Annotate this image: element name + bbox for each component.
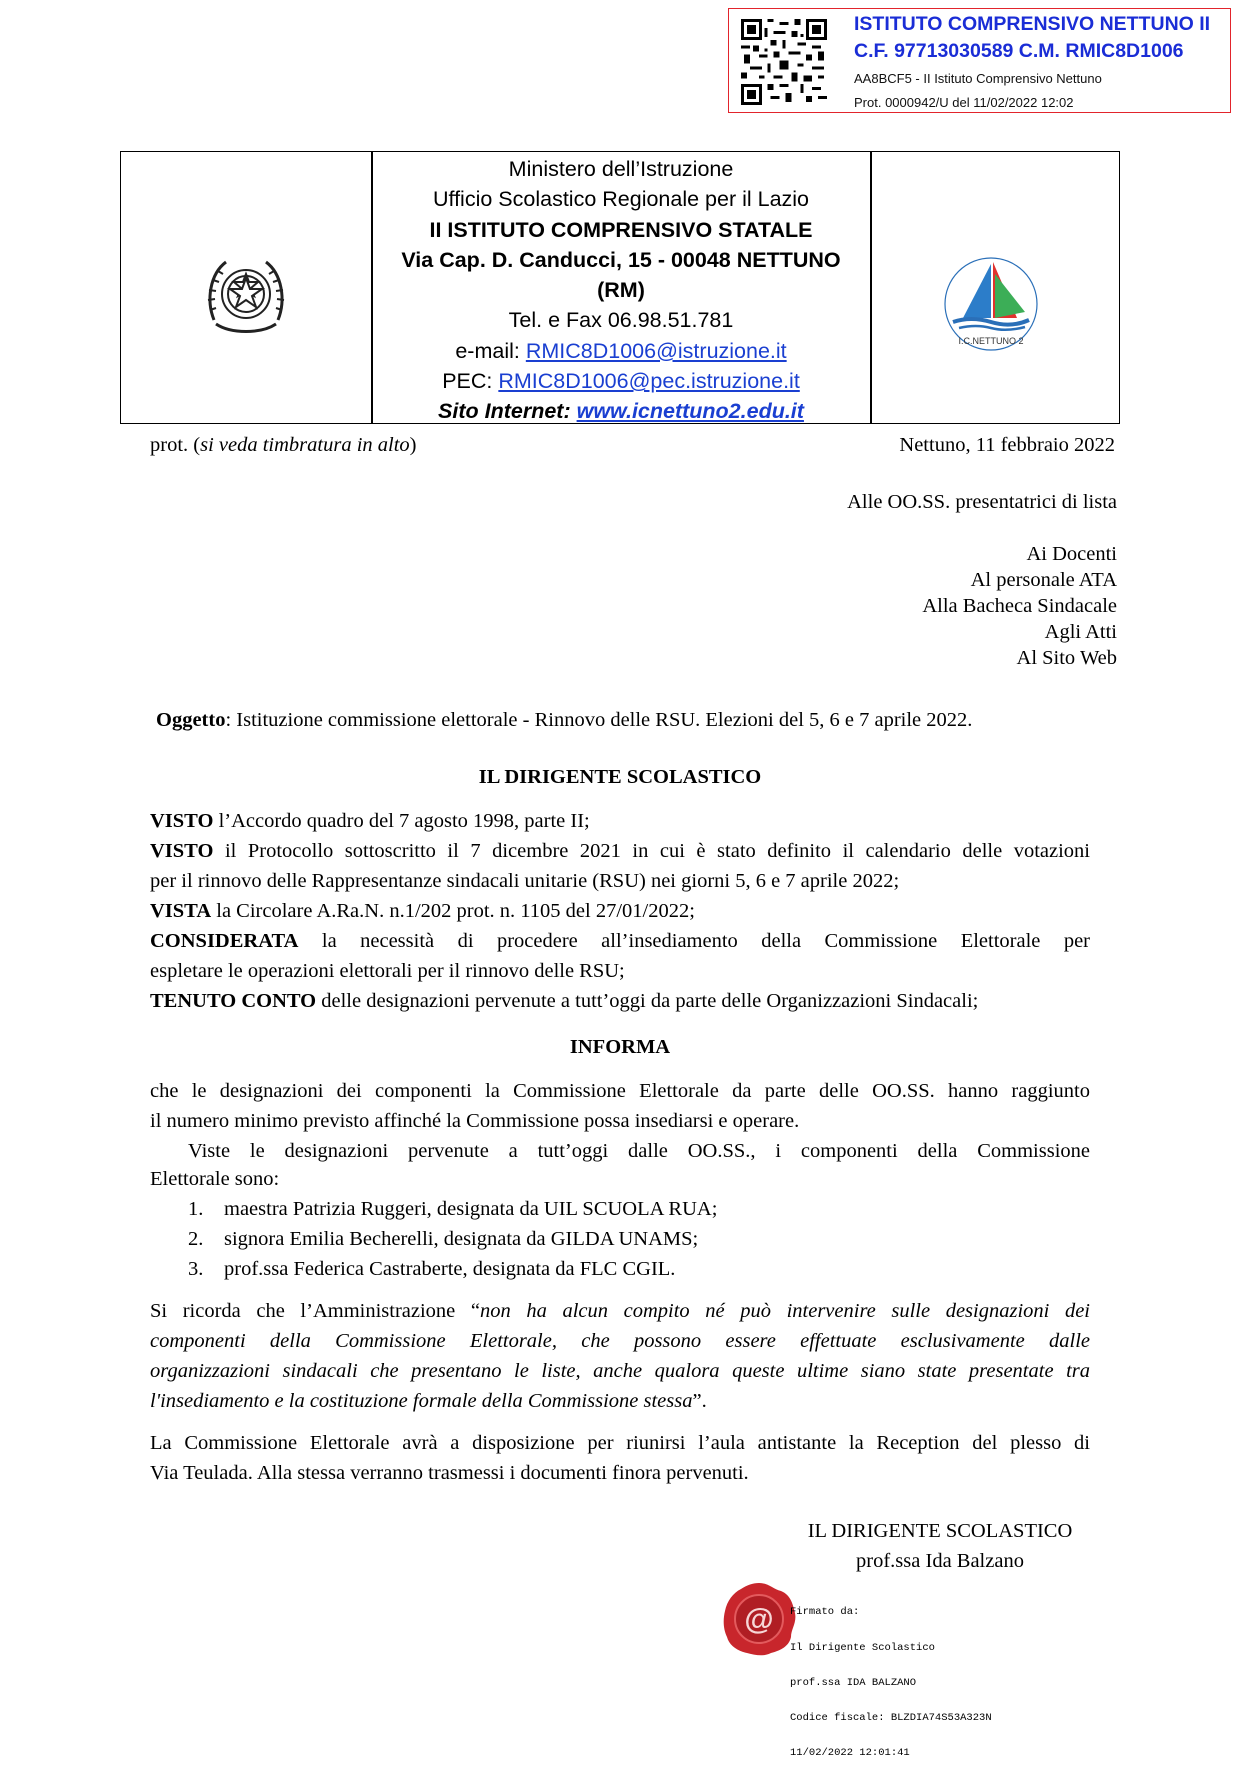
paragraph-1-line-1: che le designazioni dei componenti la Commissione Elettorale da parte delle OO.SS. hanno raggiunto [150,1080,1090,1102]
recipient-item: Al Sito Web [1016,647,1117,669]
list-item-text: prof.ssa Federica Castraberte, designata da FLC CGIL. [224,1258,676,1280]
quote-text: non ha alcun compito né può intervenire sulle designazioni dei [479,1300,1090,1322]
sailboat-logo-icon [941,252,1041,357]
letterhead-divider [870,152,872,423]
list-item [188,1254,203,1284]
premise-keyword: VISTO [150,840,214,862]
stamp-tax-code: C.F. 97713030589 C.M. RMIC8D1006 [854,40,1184,62]
school-province: (RM) [597,278,645,303]
quote-close: ”. [692,1390,707,1412]
paragraph-4-line-1: La Commissione Elettorale avrà a disposizione per riunirsi l’aula antistante la Reception del plesso di [150,1432,1090,1454]
protocol-prefix: prot. ( [150,434,201,456]
pec-link[interactable]: RMIC8D1006@pec.istruzione.it [498,369,800,394]
school-pec-row [372,366,870,396]
stamp-protocol-number: Prot. 0000942/U del 11/02/2022 12:02 [854,95,1074,110]
signature-line: prof.ssa IDA BALZANO [790,1676,917,1689]
list-number: 3. [188,1258,204,1280]
quote-text: l'insediamento e la costituzione formale della Commissione stessa [150,1390,693,1412]
premise-considerata [150,926,1090,956]
premise-keyword: VISTO [150,810,214,832]
paragraph-1-line-2: il numero minimo previsto affinché la Commissione possa insediarsi e operare. [150,1110,800,1132]
premise-text: delle designazioni pervenute a tutt’oggi da parte delle Organizzazioni Sindacali; [316,990,979,1012]
place-date: Nettuno, 11 febbraio 2022 [899,434,1115,456]
premise-vista [150,896,695,926]
ministry-name: Ministero dell’Istruzione [508,157,734,181]
premise-visto-2 [150,836,1090,866]
quote-intro: Si ricorda che l’Amministrazione “ [150,1300,480,1322]
letterhead-table [120,151,1120,424]
protocol-stamp [728,8,1231,113]
premise-visto-2-cont: per il rinnovo delle Rappresentanze sindacali unitarie (RSU) nei giorni 5, 6 e 7 aprile 2022; [150,870,900,892]
list-number: 2. [188,1228,204,1250]
italian-republic-emblem-icon [196,250,296,338]
premise-text: la Circolare A.Ra.N. n.1/202 prot. n. 1105 del 27/01/2022; [211,900,695,922]
school-email-row [372,336,870,366]
school-website-row [372,396,870,426]
list-item [188,1224,203,1254]
signature-line: Codice fiscale: BLZDIA74S53A323N [790,1711,992,1724]
paragraph-3-line-1 [150,1296,1090,1326]
letterhead-text [372,154,870,427]
website-label: Sito Internet: [438,399,577,424]
premise-considerata-cont: espletare le operazioni elettorali per il rinnovo delle RSU; [150,960,625,982]
paragraph-3-line-3: organizzazioni sindacali che presentano le liste, anche qualora queste ultime siano state presentate tra [150,1360,1090,1382]
website-link[interactable]: www.icnettuno2.edu.it [576,399,804,424]
list-item-text: signora Emilia Becherelli, designata da GILDA UNAMS; [224,1228,699,1250]
school-name: II ISTITUTO COMPRENSIVO STATALE [429,217,813,242]
list-item-text: maestra Patrizia Ruggeri, designata da UIL SCUOLA RUA; [224,1198,718,1220]
heading-text: INFORMA [569,1036,671,1058]
protocol-note: si veda timbratura in alto [200,434,410,456]
recipient-item: Alla Bacheca Sindacale [922,595,1117,617]
premise-tenuto-conto [150,986,978,1016]
email-link[interactable]: RMIC8D1006@istruzione.it [525,338,787,363]
signature-line: 11/02/2022 12:01:41 [790,1746,910,1759]
subject-text: : Istituzione commissione elettorale - Rinnovo delle RSU. Elezioni del 5, 6 e 7 aprile 2022. [225,709,973,731]
qr-code-icon [741,19,827,105]
heading-dirigente [150,762,1090,792]
school-phone: Tel. e Fax 06.98.51.781 [508,308,734,333]
school-address: Via Cap. D. Canducci, 15 - 00048 NETTUNO [401,247,841,272]
pec-label: PEC: [442,369,499,394]
heading-informa [150,1032,1090,1062]
subject-line [156,705,972,735]
protocol-reference [150,430,417,460]
digital-signature-info [790,1584,992,1771]
stamp-institute-name: ISTITUTO COMPRENSIVO NETTUNO II [854,13,1211,35]
recipient-unions: Alle OO.SS. presentatrici di lista [847,491,1117,513]
signature-title: IL DIRIGENTE SCOLASTICO [807,1520,1073,1542]
heading-text: IL DIRIGENTE SCOLASTICO [478,766,762,788]
premise-text: l’Accordo quadro del 7 agosto 1998, parte II; [213,810,590,832]
premise-text: la necessità di procedere all’insediamento della Commissione Elettorale per [298,930,1090,952]
recipient-item: Ai Docenti [1026,543,1117,565]
recipient-item: Agli Atti [1044,621,1117,643]
signature-name: prof.ssa Ida Balzano [856,1550,1024,1572]
recipient-item: Al personale ATA [970,569,1117,591]
paragraph-2-line-2: Elettorale sono: [150,1168,280,1190]
list-item [188,1194,203,1224]
paragraph-3-line-4 [150,1386,707,1416]
subject-label: Oggetto [156,709,226,731]
premise-visto-1 [150,806,590,836]
premise-keyword: TENUTO CONTO [150,990,317,1012]
premise-text: il Protocollo sottoscritto il 7 dicembre 2021 in cui è stato definito il calendario delle votazioni [213,840,1090,862]
recipient-list [922,541,1117,671]
premise-keyword: VISTA [150,900,212,922]
premise-keyword: CONSIDERATA [150,930,299,952]
wax-seal-at-icon [721,1581,797,1657]
regional-office: Ufficio Scolastico Regionale per il Lazio [432,187,810,212]
paragraph-2-line-1: Viste le designazioni pervenute a tutt’oggi dalle OO.SS., i componenti della Commissione [188,1140,1090,1162]
svg-text:@: @ [744,1603,774,1636]
stamp-aoo-code: AA8BCF5 - II Istituto Comprensivo Nettuno [854,71,1102,86]
email-label: e-mail: [455,338,526,363]
paragraph-4-line-2: Via Teulada. Alla stessa verranno trasmessi i documenti finora pervenuti. [150,1462,749,1484]
school-logo-text: I.C.NETTUNO 2 [958,336,1024,346]
paragraph-3-line-2: componenti della Commissione Elettorale, che possono essere effettuate esclusivamente dalle [150,1330,1090,1352]
signature-line: Il Dirigente Scolastico [790,1641,935,1654]
list-number: 1. [188,1198,204,1220]
protocol-suffix: ) [409,434,417,456]
signature-line: Firmato da: [790,1606,860,1619]
